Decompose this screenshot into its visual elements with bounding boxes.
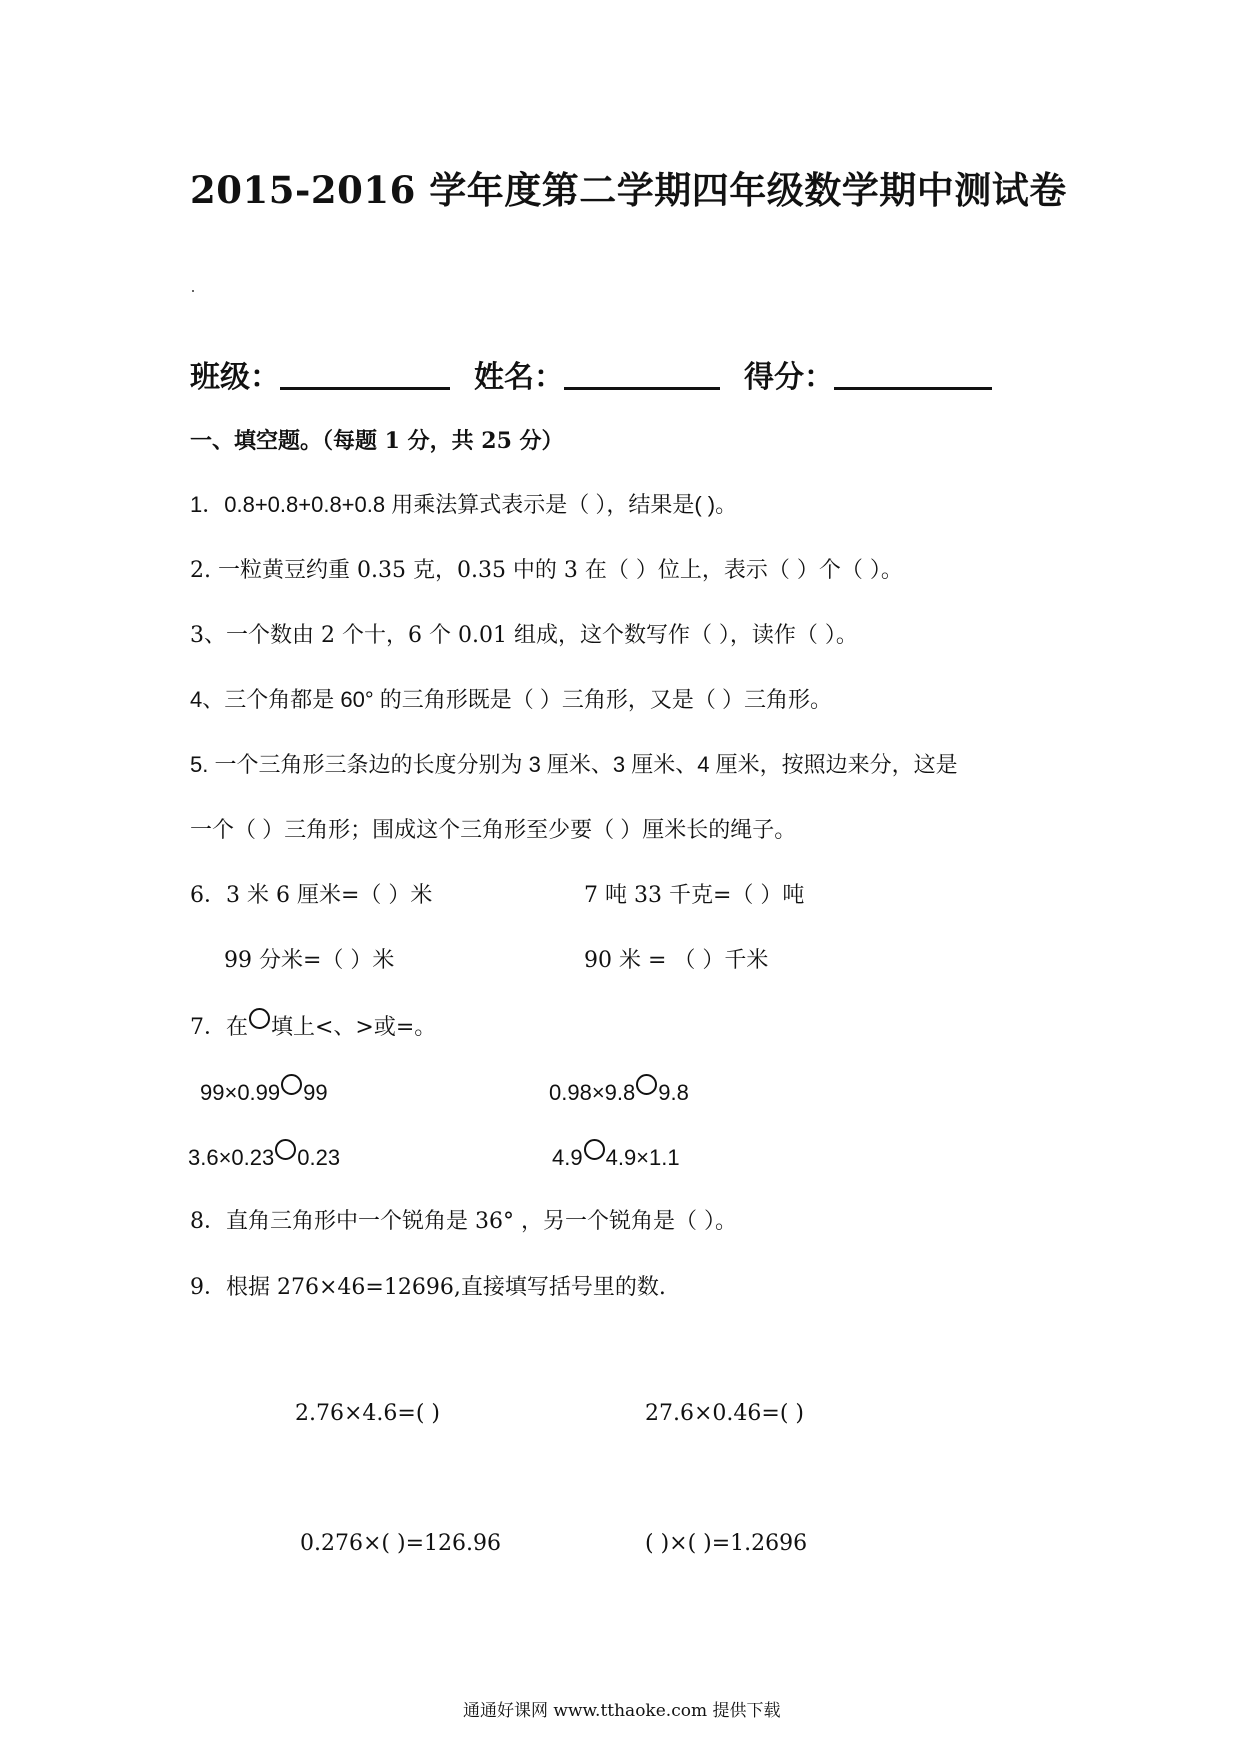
- question-7-prefix: 7．在: [190, 1015, 248, 1040]
- question-9: 9．根据 276×46=12696,直接填写括号里的数.: [190, 1275, 666, 1300]
- score-label: 得分：: [744, 360, 834, 395]
- footer-credit: 通通好课网 www.tthaoke.com 提供下载: [463, 1701, 781, 1721]
- section-heading: 一、填空题。（每题 1 分，共 25 分）: [190, 428, 564, 454]
- compare-circle-icon[interactable]: [275, 1139, 296, 1160]
- class-blank[interactable]: [280, 387, 450, 390]
- question-6c: 99 分米=（ ）米: [224, 948, 395, 973]
- question-1: 1．0.8+0.8+0.8+0.8 用乘法算式表示是（ ），结果是( )。: [190, 492, 738, 517]
- question-4: 4、三个角都是 60° 的三角形既是（ ）三角形，又是（ ）三角形。: [190, 687, 832, 712]
- question-5-line1: 5. 一个三角形三条边的长度分别为 3 厘米、3 厘米、4 厘米，按照边来分，这是: [190, 752, 958, 777]
- question-5-line2: 一个（ ）三角形；围成这个三角形至少要（ ）厘米长的绳子。: [190, 817, 797, 842]
- name-field: [474, 352, 720, 396]
- question-8: 8．直角三角形中一个锐角是 36° ，另一个锐角是（ ）。: [190, 1209, 737, 1234]
- page-title: 2015-2016 学年度第二学期四年级数学期中测试卷: [190, 168, 1067, 212]
- name-label: 姓名：: [474, 360, 564, 395]
- compare-b-left: 0.98×9.8: [549, 1080, 636, 1105]
- question-9c: 0.276×( )=126.96: [300, 1531, 501, 1556]
- compare-a-right: 99: [303, 1080, 328, 1105]
- compare-b-right: 9.8: [658, 1080, 689, 1105]
- compare-circle-icon[interactable]: [636, 1074, 657, 1095]
- compare-circle-icon[interactable]: [281, 1074, 302, 1095]
- stray-mark: [192, 290, 194, 292]
- question-7: [190, 1008, 436, 1041]
- score-field: [744, 352, 992, 396]
- compare-d-right: 4.9×1.1: [605, 1145, 680, 1170]
- compare-a: [200, 1074, 328, 1106]
- question-9b: 27.6×0.46=( ): [645, 1401, 804, 1426]
- compare-b: [549, 1074, 689, 1106]
- question-2: 2. 一粒黄豆约重 0.35 克，0.35 中的 3 在（ ）位上，表示（ ）个（ ）。: [190, 558, 903, 583]
- question-6d: 90 米 = （ ）千米: [584, 948, 769, 973]
- question-6b: 7 吨 33 千克=（ ）吨: [584, 883, 805, 908]
- circle-icon: [249, 1008, 270, 1029]
- compare-c-left: 3.6×0.23: [188, 1145, 275, 1170]
- compare-d-left: 4.9: [552, 1145, 583, 1170]
- compare-c-right: 0.23: [297, 1145, 341, 1170]
- score-blank[interactable]: [834, 387, 992, 390]
- class-label: 班级：: [190, 360, 280, 395]
- name-blank[interactable]: [564, 387, 720, 390]
- compare-d: [552, 1139, 680, 1171]
- question-9a: 2.76×4.6=( ): [295, 1401, 440, 1426]
- compare-circle-icon[interactable]: [584, 1139, 605, 1160]
- question-6a: 6．3 米 6 厘米=（ ）米: [190, 883, 433, 908]
- class-field: [190, 352, 450, 396]
- compare-c: [188, 1139, 340, 1171]
- question-9d: ( )×( )=1.2696: [645, 1531, 808, 1556]
- question-3: 3、一个数由 2 个十，6 个 0.01 组成，这个数写作（ ），读作（ ）。: [190, 623, 858, 648]
- compare-a-left: 99×0.99: [200, 1080, 281, 1105]
- question-7-suffix: 填上<、>或=。: [271, 1015, 437, 1040]
